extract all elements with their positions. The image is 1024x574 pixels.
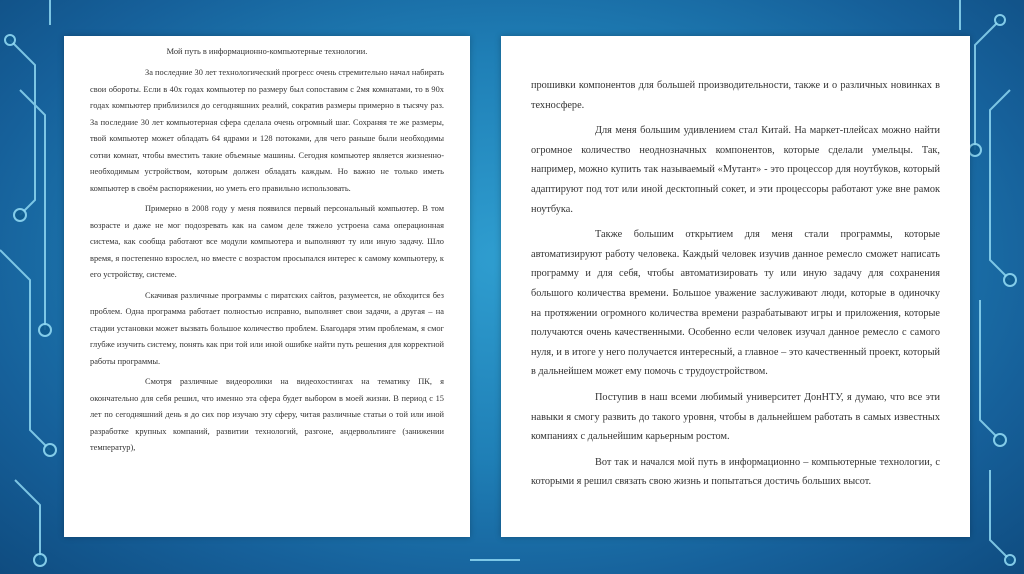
paragraph-continuation: прошивки компонентов для большей производительности, также и о различных новинках в техносфере. [531, 80, 940, 111]
paragraph: Примерно в 2008 году у меня появился первый персональный компьютер. В том возрасте и даже не мог подозревать как на самом деле тяжело устроена сама операционная система, как сообща работают все модули компьютера и выполняют ту или иную задачу. Шло время, я постепенно взрослел, но вместе с возрастом просыпался интерес к самому компьютеру, к его устройству, системе. [90, 204, 444, 279]
paragraph: Вот так и начался мой путь в информационно – компьютерные технологии, с которыми я решил связать свою жизнь и попытаться достичь больших высот. [531, 456, 940, 488]
document-page-right [501, 36, 970, 537]
paragraph: Смотря различные видеоролики на видеохостингах на тематику ПК, я окончательно для себя решил, что именно эта сфера будет выбором в моей жизни. В период с 15 лет по сегодняшний день я до сих пор изучаю эту сферу, читая различные статьи о той или иной разработке крупных компаний, развитии технологий, разгоне, андервольтинге (занижении температур), [90, 377, 444, 452]
document-page-left [64, 36, 470, 537]
paragraph: Поступив в наш всеми любимый университет ДонНТУ, я думаю, что все эти навыки я смогу развить до такого уровня, чтобы в дальнейшем работать в самых известных компаниях с дальнейшим карьерным ростом. [531, 391, 940, 443]
paragraph: Для меня большим удивлением стал Китай. На маркет-плейсах можно найти огромное количество неоднозначных компонентов, которые сделали умельцы. Так, например, можно купить так называемый «Мутант» - это процессор для ноутбуков, который адаптируют под тот или иной десктопный сокет, и эти процессоры работают уже вне рамок ноутбука. [531, 125, 940, 215]
paragraph: За последние 30 лет технологический прогресс очень стремительно начал набирать свои обороты. Если в 40х годах компьютер по размеру был сопоставим с 2мя комнатами, то в 90х годах компьютер приблизился до сегодняшних реалий, сократив размеры примерно в тысячу раз. За последние 30 лет компьютерная сфера сделала очень огромный шаг. Сохраняя те же размеры, твой компьютер может обладать 64 ядрами и 128 потоками, для чего раньше были необходимы сотни комнат, чтобы вместить такие объемные машины. Сегодня компьютер является жизненно-необходимым устройством, которым должен обладать каждым. Но важно не только иметь компьютер в своём распоряжении, но уметь его правильно использовать. [90, 68, 444, 193]
paragraph: Скачивая различные программы с пиратских сайтов, разумеется, не обходится без проблем. Одна программа работает полностью исправно, выполняет свои задачи, а другая – на стадии установки может вызвать большое количество проблем. Благодаря этим проблемам, я смог глубже изучить систему, понять как при той или иной ошибке найти путь решения для корректной работы программы. [90, 290, 444, 366]
document-title: Мой путь в информационно-компьютерные технологии. [166, 47, 368, 56]
paragraph: Также большим открытием для меня стали программы, которые автоматизируют работу человека. Каждый человек изучив данное ремесло сможет написать программу и для себя, чтобы автоматизировать ту или иную задачу для сохранения большого количества времени. Большое уважение заслуживают люди, которые в одиночку на протяжении огромного количества времени разрабатывают игры и приложения, которые получаются очень качественными. Особенно если человек изучал данное ремесло с самого нуля, и в итоге у него получается интересный, а главное – это качественный проект, который в дальнейшем может ему помочь с трудоустройством. [531, 229, 940, 378]
